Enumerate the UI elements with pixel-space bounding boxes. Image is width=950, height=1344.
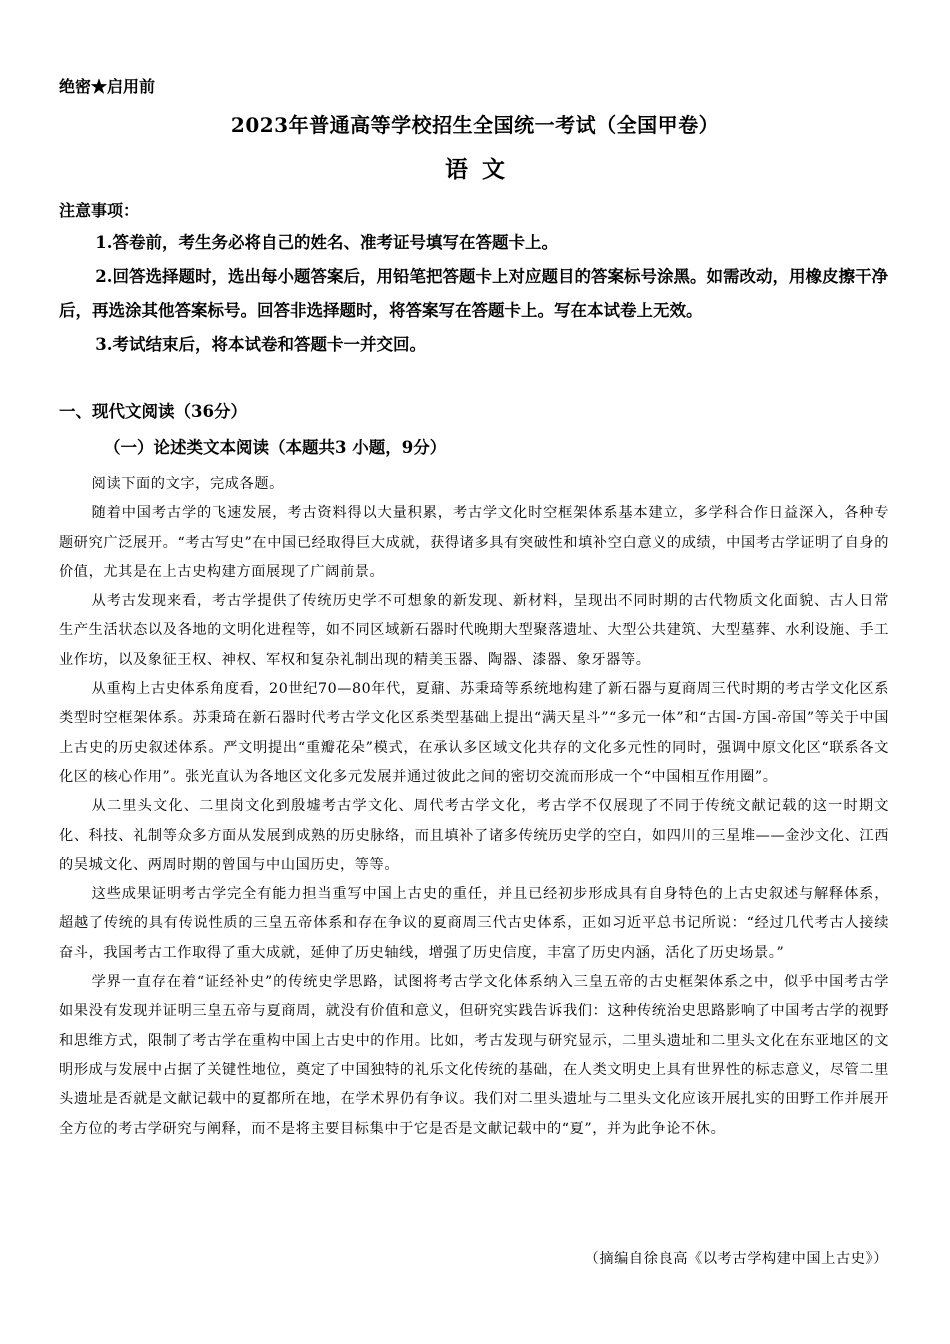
- passage-instruction: 阅读下面的文字，完成各题。: [91, 476, 284, 492]
- passage-paragraph: 这些成果证明考古学完全有能力担当重写中国上古史的重任，并且已经初步形成具有自身特色的上古史叙述与解释体系，超越了传统的具有传说性质的三皇五帝体系和存在争议的夏商周三代古史体系，正如习近平总书记所说：“经过几代考古人接续奋斗，我国考古工作取得了重大成就，延伸了历史轴线，增强了历史信度，丰富了历史内涵，活化了历史场景。”: [59, 886, 889, 961]
- passage-paragraph: 从二里头文化、二里岗文化到殷墟考古学文化、周代考古学文化，考古学不仅展现了不同于传统文献记载的这一时期文化、科技、礼制等众多方面从发展到成熟的历史脉络，而且填补了诸多传统历史学的空白，如四川的三星堆——金沙文化、江西的吴城文化、两周时期的曾国与中山国历史，等等。: [59, 798, 889, 873]
- passage-paragraph: 随着中国考古学的飞速发展，考古资料得以大量积累，考古学文化时空框架体系基本建立，多学科合作日益深入，各种专题研究广泛展开。“考古写史”在中国已经取得巨大成就，获得诸多具有突破性和填补空白意义的成绩，中国考古学证明了自身的价值，尤其是在上古史构建方面展现了广阔前景。: [59, 505, 889, 580]
- note-item: 3.考试结束后，将本试卷和答题卡一并交回。: [95, 335, 427, 354]
- reading-passage: [59, 470, 889, 1144]
- note-item: 2.回答选择题时，选出每小题答案后，用铅笔把答题卡上对应题目的答案标号涂黑。如需改动，用橡皮擦干净后，再选涂其他答案标号。回答非选择题时，将答案写在答题卡上。写在本试卷上无效。: [59, 267, 889, 320]
- notes-list: [59, 226, 889, 362]
- passage-source: （摘编自徐良高《以考古学构建中国上古史》）: [584, 1251, 888, 1267]
- passage-paragraph: 学界一直存在着“证经补史”的传统史学思路，试图将考古学文化体系纳入三皇五帝的古史框架体系之中，似乎中国考古学如果没有发现并证明三皇五帝与夏商周，就没有价值和意义，但研究实践告诉我们：这种传统治史思路影响了中国考古学的视野和思维方式，限制了考古学在重构中国上古史中的作用。比如，考古发现与研究显示，二里头遗址和二里头文化在东亚地区的文明形成与发展中占据了关键性地位，奠定了中国独特的礼乐文化传统的基础，在人类文明史上具有世界性的标志意义，尽管二里头遗址是否就是文献记载中的夏都所在地，在学术界仍有争议。我们对二里头遗址与二里头文化应该开展扎实的田野工作并展开全方位的考古学研究与阐释，而不是将主要目标集中于它是否是文献记载中的“夏”，并为此争论不休。: [59, 974, 889, 1137]
- secret-mark: 绝密★启用前: [59, 77, 156, 96]
- passage-paragraph: 从考古发现来看，考古学提供了传统历史学不可想象的新发现、新材料，呈现出不同时期的古代物质文化面貌、古人日常生产生活状态以及各地的文明化进程等，如不同区域新石器时代晚期大型聚落遗址、大型公共建筑、大型墓葬、水利设施、手工业作坊，以及象征王权、神权、军权和复杂礼制出现的精美玉器、陶器、漆器、象牙器等。: [59, 593, 889, 668]
- exam-title: 2023年普通高等学校招生全国统一考试（全国甲卷）: [230, 113, 720, 137]
- subsection-title: （一）论述类文本阅读（本题共3 小题，9分）: [104, 438, 447, 457]
- note-item: 1.答卷前，考生务必将自己的姓名、准考证号填写在答题卡上。: [95, 233, 559, 252]
- subject-title: 语文: [445, 156, 519, 183]
- passage-paragraph: 从重构上古史体系角度看，20世纪70—80年代，夏鼐、苏秉琦等系统地构建了新石器与夏商周三代时期的考古学文化区系类型时空框架体系。苏秉琦在新石器时代考古学文化区系类型基础上提出“满天星斗”“多元一体”和“古国-方国-帝国”等关于中国上古史的历史叙述体系。严文明提出“重瓣花朵”模式，在承认多区域文化共存的文化多元性的同时，强调中原文化区“联系各文化区的核心作用”。张光直认为各地区文化多元发展并通过彼此之间的密切交流而形成一个“中国相互作用圈”。: [59, 681, 889, 785]
- notes-heading: 注意事项：: [59, 201, 140, 220]
- section-title: 一、现代文阅读（36分）: [59, 402, 247, 421]
